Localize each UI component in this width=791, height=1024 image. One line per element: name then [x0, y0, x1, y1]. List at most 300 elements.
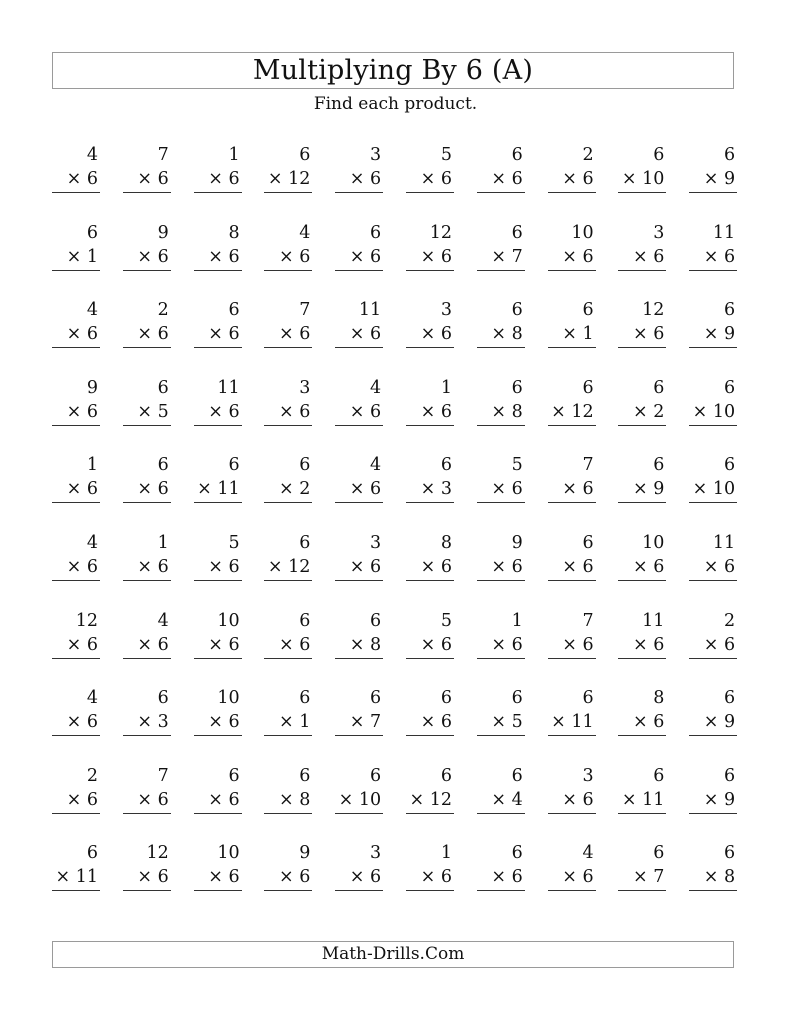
multiplier-line — [350, 246, 381, 268]
answer-line — [52, 890, 100, 891]
problem-item — [123, 144, 171, 194]
answer-line — [689, 425, 737, 426]
answer-line — [123, 192, 171, 193]
multiplier-line — [137, 323, 168, 345]
times-sign: × — [279, 634, 294, 655]
answer-line — [194, 425, 242, 426]
answer-line — [548, 347, 596, 348]
multiplier: 6 — [582, 557, 594, 577]
answer-line — [335, 658, 383, 659]
times-sign: × — [703, 712, 719, 733]
problem-item — [335, 842, 383, 892]
multiplier-line — [350, 556, 381, 578]
multiplier-line — [279, 401, 310, 423]
multiplicand: 3 — [299, 377, 311, 398]
answer-line — [406, 502, 454, 503]
multiplicand: 4 — [86, 533, 98, 553]
answer-line — [689, 502, 737, 503]
problem-item — [52, 454, 100, 504]
answer-line — [618, 580, 666, 581]
multiplier: 6 — [299, 324, 311, 345]
problem-item — [548, 222, 596, 272]
problem-item — [52, 299, 100, 349]
multiplicand: 6 — [582, 300, 594, 321]
times-sign: × — [137, 712, 153, 733]
problem-item — [477, 222, 525, 272]
multiplier-line — [67, 556, 98, 578]
answer-line — [618, 192, 666, 193]
problem-item — [264, 222, 312, 272]
multiplier: 8 — [511, 401, 523, 422]
problem-item — [477, 144, 525, 194]
times-sign: × — [66, 789, 82, 810]
answer-line — [689, 890, 737, 891]
multiplicand: 6 — [511, 377, 523, 398]
times-sign: × — [208, 246, 223, 267]
problem-item — [618, 765, 666, 815]
multiplier-line — [208, 323, 239, 345]
multiplier-line — [704, 634, 735, 656]
answer-line — [123, 658, 171, 659]
answer-line — [335, 580, 383, 581]
multiplier: 6 — [582, 789, 594, 810]
times-sign: × — [703, 169, 719, 189]
multiplier: 6 — [370, 557, 382, 577]
answer-line — [477, 192, 525, 193]
multiplier-line — [339, 789, 382, 811]
multiplicand: 5 — [228, 533, 240, 553]
times-sign: × — [562, 789, 577, 810]
multiplicand: 6 — [370, 610, 382, 631]
multiplicand: 4 — [582, 843, 594, 864]
times-sign: × — [703, 324, 719, 345]
multiplier-line — [67, 323, 98, 345]
multiplier: 6 — [440, 634, 452, 655]
times-sign: × — [208, 789, 223, 810]
multiplier: 3 — [157, 712, 169, 733]
multiplier: 6 — [228, 557, 240, 577]
multiplier: 6 — [440, 557, 452, 577]
multiplicand: 1 — [440, 377, 452, 398]
times-sign: × — [562, 246, 577, 267]
multiplier-line — [350, 323, 381, 345]
problem-item — [194, 842, 242, 892]
multiplier-line — [421, 711, 452, 733]
problem-item — [264, 377, 312, 427]
multiplicand: 2 — [724, 610, 736, 631]
multiplier: 6 — [370, 169, 382, 189]
problem-item — [689, 377, 737, 427]
times-sign: × — [208, 324, 223, 345]
multiplicand: 6 — [511, 843, 523, 864]
problem-item — [548, 377, 596, 427]
multiplier: 6 — [653, 712, 665, 733]
multiplier: 6 — [86, 634, 98, 655]
times-sign: × — [491, 169, 507, 189]
multiplicand: 6 — [511, 688, 523, 709]
multiplier: 6 — [440, 712, 452, 733]
multiplier: 6 — [653, 557, 665, 577]
multiplier: 6 — [157, 557, 169, 577]
multiplier: 6 — [724, 634, 736, 655]
problem-item — [548, 144, 596, 194]
times-sign: × — [703, 789, 719, 810]
times-sign: × — [703, 246, 719, 267]
problem-item — [406, 610, 454, 660]
problem-item — [618, 454, 666, 504]
answer-line — [689, 192, 737, 193]
times-sign: × — [703, 557, 719, 577]
times-sign: × — [491, 401, 507, 422]
multiplicand: 3 — [370, 145, 382, 165]
answer-line — [618, 347, 666, 348]
answer-line — [194, 813, 242, 814]
multiplicand: 1 — [228, 145, 240, 165]
times-sign: × — [208, 169, 223, 189]
problem-item — [194, 765, 242, 815]
problem-item — [52, 842, 100, 892]
answer-line — [123, 735, 171, 736]
problem-item — [548, 765, 596, 815]
answer-line — [406, 658, 454, 659]
multiplier: 6 — [582, 479, 594, 500]
multiplicand: 6 — [299, 145, 311, 165]
times-sign: × — [66, 712, 82, 733]
answer-line — [123, 580, 171, 581]
multiplicand: 6 — [228, 300, 240, 321]
multiplicand: 6 — [440, 688, 452, 709]
answer-line — [548, 192, 596, 193]
multiplier: 6 — [86, 401, 98, 422]
multiplier: 2 — [653, 401, 665, 422]
multiplier: 6 — [157, 867, 169, 888]
times-sign: × — [208, 634, 223, 655]
multiplicand: 6 — [86, 222, 98, 243]
problem-item — [335, 765, 383, 815]
multiplier-line — [350, 401, 381, 423]
problem-item — [52, 610, 100, 660]
multiplier: 6 — [86, 557, 98, 577]
multiplicand: 4 — [299, 222, 311, 243]
multiplicand: 7 — [299, 300, 311, 321]
multiplier: 6 — [511, 634, 523, 655]
times-sign: × — [208, 867, 223, 888]
multiplier-line — [350, 634, 381, 656]
times-sign: × — [491, 712, 507, 733]
multiplier: 6 — [157, 169, 169, 189]
multiplier: 12 — [288, 557, 311, 577]
multiplicand: 7 — [157, 145, 169, 165]
multiplicand: 6 — [157, 455, 169, 476]
multiplier-line — [279, 634, 310, 656]
multiplicand: 11 — [358, 300, 382, 321]
problem-item — [335, 454, 383, 504]
problem-item — [335, 610, 383, 660]
problem-item — [689, 842, 737, 892]
answer-line — [618, 425, 666, 426]
times-sign: × — [349, 246, 365, 267]
times-sign: × — [137, 867, 153, 888]
multiplier: 6 — [440, 246, 452, 267]
problem-item — [548, 454, 596, 504]
answer-line — [477, 270, 525, 271]
answer-line — [52, 270, 100, 271]
multiplier-line — [137, 246, 168, 268]
multiplier: 6 — [86, 479, 98, 500]
problem-item — [689, 687, 737, 737]
problem-item — [52, 765, 100, 815]
multiplier: 7 — [370, 712, 382, 733]
multiplicand: 10 — [571, 222, 594, 243]
multiplier: 6 — [299, 634, 311, 655]
answer-line — [335, 735, 383, 736]
answer-line — [335, 192, 383, 193]
multiplier-line — [421, 634, 452, 656]
answer-line — [52, 192, 100, 193]
worksheet-instructions: Find each product. — [313, 94, 478, 114]
times-sign: × — [338, 789, 354, 810]
problem-item — [406, 765, 454, 815]
multiplier: 9 — [724, 712, 736, 733]
multiplicand: 3 — [440, 300, 452, 321]
multiplier: 6 — [228, 634, 240, 655]
multiplier: 4 — [511, 789, 523, 810]
multiplicand: 6 — [653, 145, 665, 165]
times-sign: × — [633, 634, 648, 655]
multiplier-line — [279, 246, 310, 268]
multiplier: 8 — [299, 789, 311, 810]
multiplicand: 6 — [370, 222, 382, 243]
multiplier-line — [491, 246, 522, 268]
times-sign: × — [562, 479, 577, 500]
multiplicand: 6 — [653, 377, 665, 398]
times-sign: × — [633, 867, 648, 888]
multiplier: 11 — [75, 867, 98, 888]
multiplier: 6 — [228, 246, 240, 267]
problem-item — [264, 532, 312, 582]
multiplicand: 6 — [653, 455, 665, 476]
times-sign: × — [137, 401, 153, 422]
multiplier: 6 — [511, 867, 523, 888]
problem-item — [264, 610, 312, 660]
multiplier-line — [633, 711, 664, 733]
multiplicand: 6 — [724, 455, 736, 476]
multiplier-line — [562, 866, 593, 888]
answer-line — [264, 735, 312, 736]
answer-line — [689, 658, 737, 659]
multiplier-line — [562, 323, 593, 345]
multiplicand: 4 — [370, 455, 382, 476]
multiplicand: 12 — [146, 843, 169, 864]
multiplier: 6 — [299, 401, 311, 422]
problem-item — [406, 532, 454, 582]
multiplier: 7 — [511, 246, 523, 267]
problem-item — [477, 687, 525, 737]
multiplier: 6 — [511, 479, 523, 500]
multiplier-line — [137, 168, 168, 190]
problem-item — [264, 842, 312, 892]
multiplier: 6 — [582, 169, 594, 189]
multiplier: 12 — [429, 789, 452, 810]
times-sign: × — [562, 169, 577, 189]
problem-item — [477, 765, 525, 815]
multiplier-line — [67, 246, 98, 268]
multiplicand: 1 — [157, 533, 169, 553]
multiplier-line — [633, 866, 664, 888]
multiplier-line — [633, 246, 664, 268]
times-sign: × — [349, 712, 365, 733]
times-sign: × — [137, 169, 153, 189]
multiplier: 8 — [511, 324, 523, 345]
answer-line — [194, 270, 242, 271]
times-sign: × — [66, 401, 82, 422]
multiplier: 6 — [228, 401, 240, 422]
problem-item — [477, 610, 525, 660]
problem-item — [123, 222, 171, 272]
multiplier-line — [704, 323, 735, 345]
times-sign: × — [633, 401, 648, 422]
problem-item — [406, 144, 454, 194]
answer-line — [264, 192, 312, 193]
multiplier-line — [491, 866, 522, 888]
multiplier: 12 — [288, 169, 311, 189]
times-sign: × — [279, 246, 294, 267]
answer-line — [406, 192, 454, 193]
answer-line — [477, 347, 525, 348]
multiplier: 6 — [299, 867, 311, 888]
problem-item — [689, 454, 737, 504]
multiplier: 6 — [86, 324, 98, 345]
multiplier-line — [421, 556, 452, 578]
times-sign: × — [137, 557, 153, 577]
multiplier-line — [208, 866, 239, 888]
multiplier-line — [491, 323, 522, 345]
answer-line — [194, 502, 242, 503]
multiplier: 10 — [642, 169, 665, 189]
problem-item — [406, 687, 454, 737]
problem-item — [335, 532, 383, 582]
multiplier-line — [268, 168, 311, 190]
multiplier-line — [137, 401, 168, 423]
multiplier: 8 — [724, 867, 736, 888]
problem-item — [335, 687, 383, 737]
problem-item — [548, 610, 596, 660]
multiplicand: 6 — [511, 145, 523, 165]
times-sign: × — [349, 324, 365, 345]
title-box — [52, 52, 734, 89]
answer-line — [477, 658, 525, 659]
problem-item — [689, 532, 737, 582]
multiplier-line — [208, 246, 239, 268]
multiplicand: 4 — [86, 688, 98, 709]
answer-line — [618, 502, 666, 503]
multiplicand: 6 — [157, 377, 169, 398]
multiplicand: 6 — [511, 765, 523, 786]
multiplier: 11 — [642, 789, 665, 810]
answer-line — [52, 658, 100, 659]
problem-item — [194, 610, 242, 660]
times-sign: × — [349, 479, 365, 500]
multiplier: 6 — [228, 867, 240, 888]
multiplier-line — [137, 711, 168, 733]
multiplier: 6 — [511, 557, 523, 577]
multiplier-line — [704, 246, 735, 268]
problem-item — [264, 765, 312, 815]
multiplier-line — [491, 789, 522, 811]
problem-item — [52, 222, 100, 272]
multiplier-line — [551, 711, 594, 733]
times-sign: × — [208, 401, 223, 422]
multiplier-line — [67, 711, 98, 733]
multiplier: 6 — [440, 169, 452, 189]
problem-item — [264, 687, 312, 737]
multiplicand: 3 — [370, 843, 382, 864]
multiplier: 6 — [440, 401, 452, 422]
problem-item — [406, 377, 454, 427]
multiplier: 6 — [724, 557, 736, 577]
multiplicand: 12 — [75, 610, 98, 631]
multiplicand: 11 — [642, 610, 665, 631]
multiplier: 6 — [440, 324, 452, 345]
times-sign: × — [137, 479, 153, 500]
multiplier-line — [562, 789, 593, 811]
multiplier: 6 — [157, 634, 169, 655]
problem-item — [52, 377, 100, 427]
multiplicand: 6 — [86, 843, 98, 864]
multiplier: 6 — [370, 324, 382, 345]
answer-line — [335, 425, 383, 426]
answer-line — [406, 890, 454, 891]
multiplicand: 6 — [299, 533, 311, 553]
multiplier: 7 — [653, 867, 665, 888]
multiplicand: 6 — [370, 765, 382, 786]
times-sign: × — [420, 401, 436, 422]
times-sign: × — [208, 557, 223, 577]
times-sign: × — [420, 169, 436, 189]
times-sign: × — [633, 712, 648, 733]
multiplier: 6 — [582, 867, 594, 888]
multiplier-line — [704, 789, 735, 811]
multiplier: 6 — [653, 246, 665, 267]
answer-line — [548, 813, 596, 814]
multiplicand: 6 — [653, 765, 665, 786]
multiplicand: 6 — [299, 765, 311, 786]
times-sign: × — [551, 401, 566, 422]
multiplicand: 11 — [712, 222, 736, 243]
multiplier-line — [491, 711, 522, 733]
times-sign: × — [562, 867, 577, 888]
multiplier: 6 — [370, 479, 382, 500]
answer-line — [264, 425, 312, 426]
worksheet-title: Multiplying By 6 (A) — [252, 55, 534, 86]
multiplier-line — [704, 711, 735, 733]
multiplicand: 6 — [582, 688, 594, 709]
multiplier-line — [137, 478, 168, 500]
times-sign: × — [55, 867, 71, 888]
multiplier: 9 — [724, 169, 736, 189]
answer-line — [264, 580, 312, 581]
multiplicand: 3 — [582, 765, 594, 786]
multiplicand: 7 — [582, 610, 594, 631]
times-sign: × — [349, 401, 365, 422]
problem-item — [335, 222, 383, 272]
multiplicand: 9 — [299, 843, 311, 864]
problem-item — [618, 222, 666, 272]
multiplier-line — [421, 478, 452, 500]
multiplier: 9 — [724, 324, 736, 345]
multiplier-line — [704, 556, 735, 578]
multiplier-line — [279, 711, 310, 733]
